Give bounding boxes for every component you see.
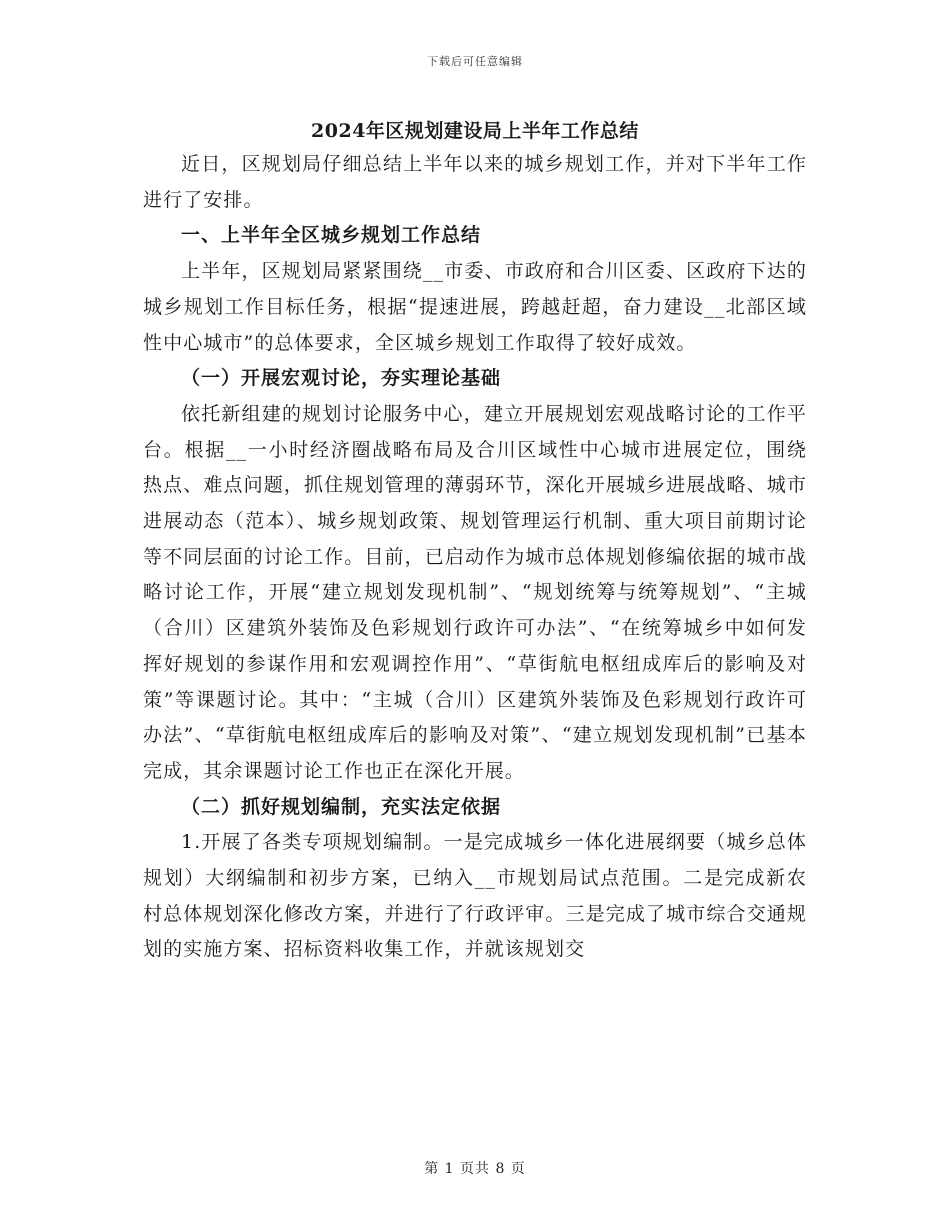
paragraph-subsection-1: 依托新组建的规划讨论服务中心，建立开展规划宏观战略讨论的工作平台。根据__一小时经济圈战略布局及合川区域性中心城市进展定位，围绕热点、难点问题，抓住规划管理的薄弱环节，深化开展城乡进展战略、城市进展动态（范本）、城乡规划政策、规划管理运行机制、重大项目前期讨论等不同层面的讨论工作。目前，已启动作为城市总体规划修编依据的城市战略讨论工作，开展“建立规划发现机制”、“规划统筹与统筹规划”、“主城（合川）区建筑外装饰及色彩规划行政许可办法”、“在统筹城乡中如何发挥好规划的参谋作用和宏观调控作用”、“草街航电枢纽成库后的影响及对策”等课题讨论。其中：“主城（合川）区建筑外装饰及色彩规划行政许可办法”、“草街航电枢纽成库后的影响及对策”、“建立规划发现机制”已基本完成，其余课题讨论工作也正在深化开展。 <box>143 402 807 782</box>
paragraph-section-1: 上半年，区规划局紧紧围绕__市委、市政府和合川区委、区政府下达的城乡规划工作目标任务，根据“提速进展，跨越赶超，奋力建设__北部区域性中心城市”的总体要求，全区城乡规划工作取得了较好成效。 <box>143 260 807 354</box>
document-title: 2024年区规划建设局上半年工作总结 <box>311 120 639 142</box>
page-header-note: 下载后可任意编辑 <box>427 55 523 68</box>
page-number-footer: 第 1 页共 8 页 <box>424 1161 526 1177</box>
subsection-heading-2: （二）抓好规划编制，充实法定依据 <box>181 795 502 818</box>
paragraph-intro: 近日，区规划局仔细总结上半年以来的城乡规划工作，并对下半年工作进行了安排。 <box>143 153 807 211</box>
section-heading-1: 一、上半年全区城乡规划工作总结 <box>181 224 482 247</box>
document-body <box>143 116 807 968</box>
paragraph-subsection-2: 1.开展了各类专项规划编制。一是完成城乡一体化进展纲要（城乡总体规划）大纲编制和初步方案，已纳入__市规划局试点范围。二是完成新农村总体规划深化修改方案，并进行了行政评审。三是完成了城市综合交通规划的实施方案、招标资料收集工作，并就该规划交 <box>143 831 807 961</box>
subsection-heading-1: （一）开展宏观讨论，夯实理论基础 <box>181 367 502 390</box>
